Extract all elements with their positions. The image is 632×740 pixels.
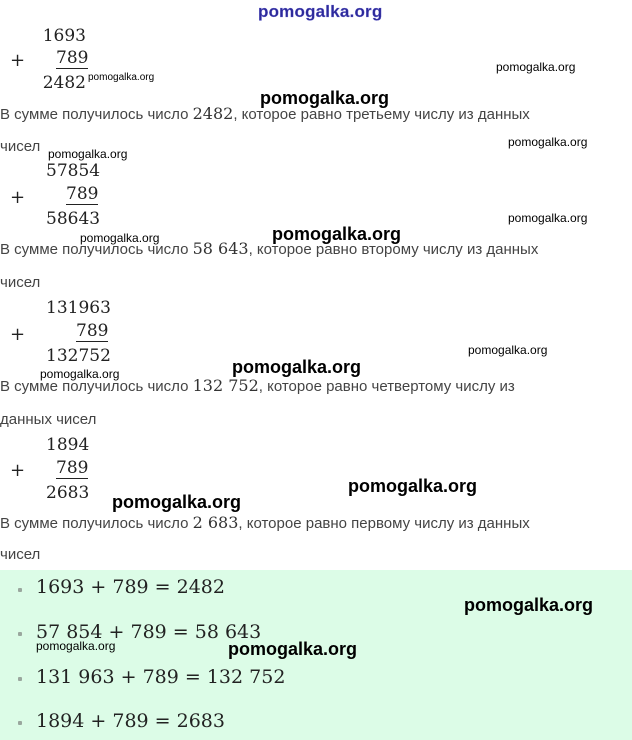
bullet-icon <box>18 721 22 725</box>
watermark: pomogalka.org <box>508 211 588 225</box>
watermark: pomogalka.org <box>496 60 576 74</box>
addend-3-b: 789 <box>76 321 109 341</box>
plus-sign-1: + <box>10 50 26 71</box>
watermark: pomogalka.org <box>508 135 588 149</box>
watermark: pomogalka.org <box>228 639 358 659</box>
conclusion-4-line2: чисел <box>0 546 41 563</box>
conclusion-3-line2: данных чисел <box>0 411 97 428</box>
conclusion-4: В сумме получилось число 2 683, которое равно первому числу из данных <box>0 513 530 532</box>
summary-equation-2: 57 854 + 789 = 58 643 <box>36 621 262 643</box>
bullet-icon <box>18 588 22 592</box>
conclusion-1: В сумме получилось число 2482, которое равно третьему числу из данных <box>0 104 530 123</box>
addend-1-a: 1693 <box>42 26 86 46</box>
watermark: pomogalka.org <box>468 343 548 357</box>
bullet-icon <box>18 677 22 681</box>
watermark: pomogalka.org <box>232 357 362 377</box>
watermark-top: pomogalka.org <box>258 2 383 21</box>
summary-equation-4: 1894 + 789 = 2683 <box>36 710 225 732</box>
conclusion-2: В сумме получилось число 58 643, которое равно второму числу из данных <box>0 239 539 258</box>
watermark: pomogalka.org <box>464 595 594 615</box>
watermark: pomogalka.org <box>80 231 160 245</box>
sum-1: 2482 <box>42 73 86 93</box>
sum-2: 58643 <box>46 209 101 229</box>
addend-4-b: 789 <box>56 458 89 478</box>
watermark: pomogalka.org <box>36 639 116 653</box>
watermark: pomogalka.org <box>48 147 128 161</box>
conclusion-3: В сумме получилось число 132 752, которое равно четвертому числу из <box>0 376 515 395</box>
sum-3: 132752 <box>46 346 111 366</box>
watermark: pomogalka.org <box>112 492 242 512</box>
plus-sign-4: + <box>10 460 26 481</box>
watermark: pomogalka.org <box>260 88 390 108</box>
summary-equation-1: 1693 + 789 = 2482 <box>36 576 225 598</box>
addend-2-b: 789 <box>66 184 99 204</box>
addend-2-a: 57854 <box>46 161 101 181</box>
watermark: pomogalka.org <box>40 367 120 381</box>
conclusion-2-line2: чисел <box>0 274 41 291</box>
watermark: pomogalka.org <box>88 72 155 83</box>
watermark: pomogalka.org <box>272 224 402 244</box>
addend-4-a: 1894 <box>46 435 90 455</box>
addend-3-a: 131963 <box>46 298 111 318</box>
plus-sign-2: + <box>10 187 26 208</box>
plus-sign-3: + <box>10 324 26 345</box>
addend-1-b: 789 <box>56 48 89 68</box>
watermark: pomogalka.org <box>348 476 478 496</box>
conclusion-1-line2: чисел <box>0 138 41 155</box>
sum-4: 2683 <box>46 483 90 503</box>
summary-equation-3: 131 963 + 789 = 132 752 <box>36 666 286 688</box>
bullet-icon <box>18 632 22 636</box>
